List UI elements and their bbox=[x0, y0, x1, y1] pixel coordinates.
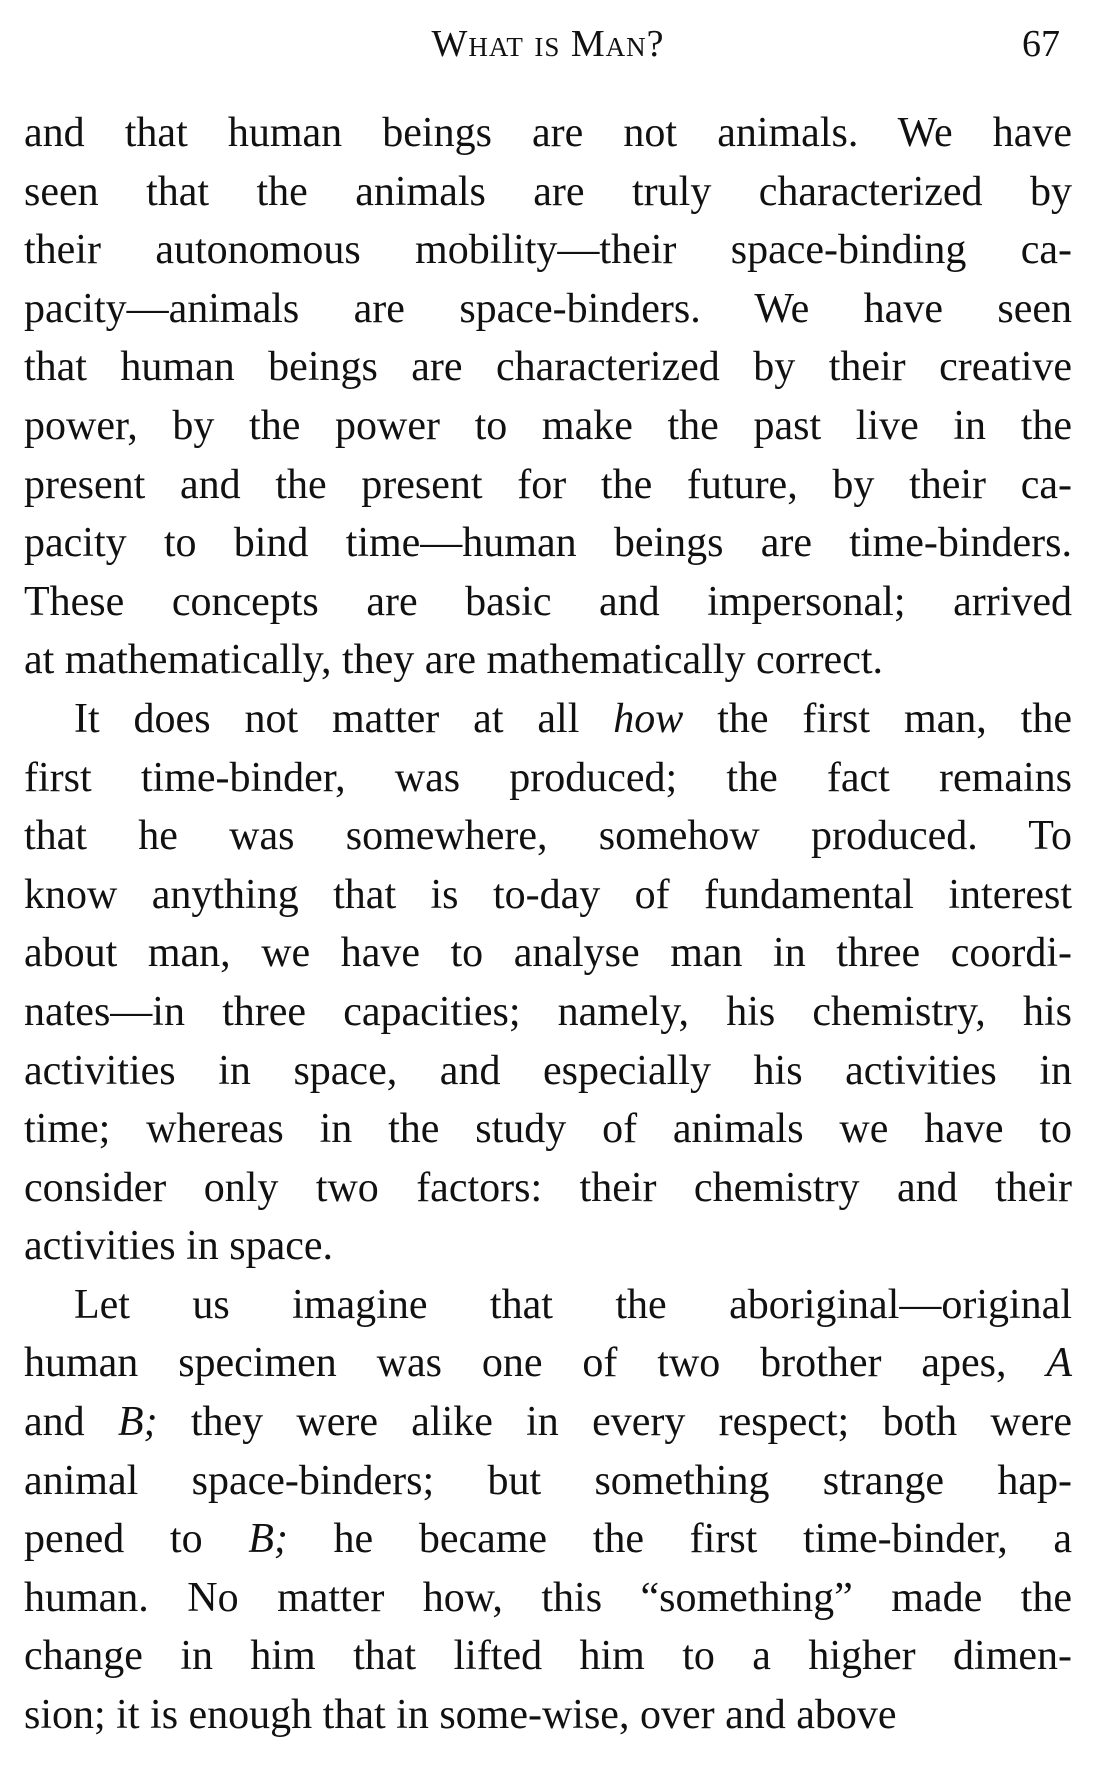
text-line: power, by the power to make the past live in the bbox=[24, 402, 1072, 449]
text-line: and that human beings are not animals. We have bbox=[24, 110, 1072, 156]
text-line: and B; they were alike in every respect; both were bbox=[24, 1399, 1072, 1446]
running-title: What is Man? bbox=[431, 23, 665, 65]
page-number: 67 bbox=[1022, 23, 1060, 65]
text-line: pacity—animals are space-binders. We have seen bbox=[24, 285, 1072, 332]
text-line: sion; it is enough that in some-wise, over and above bbox=[24, 1692, 897, 1739]
text-line: time; whereas in the study of animals we have to bbox=[24, 1106, 1072, 1153]
text-line: know anything that is to-day of fundamental interest bbox=[24, 871, 1072, 918]
paragraph bbox=[24, 1276, 1072, 1745]
text-line: Let us imagine that the aboriginal—original bbox=[74, 1281, 1072, 1328]
text-line: change in him that lifted him to a higher dimen- bbox=[24, 1633, 1072, 1680]
text-line: present and the present for the future, by their ca- bbox=[24, 461, 1072, 508]
text-line: about man, we have to analyse man in three coordi- bbox=[24, 930, 1072, 977]
text-line: that he was somewhere, somehow produced. To bbox=[24, 813, 1072, 860]
text-line: at mathematically, they are mathematically correct. bbox=[24, 637, 884, 684]
text-line: It does not matter at all how the first man, the bbox=[74, 695, 1072, 742]
text-line: seen that the animals are truly characterized by bbox=[24, 168, 1072, 215]
body-text bbox=[24, 104, 1072, 1745]
text-line: human. No matter how, this “something” made the bbox=[24, 1574, 1072, 1621]
text-line: their autonomous mobility—their space-binding ca- bbox=[24, 227, 1072, 274]
paragraph bbox=[24, 104, 1072, 690]
text-line: activities in space. bbox=[24, 1223, 334, 1270]
text-line: consider only two factors: their chemistry and their bbox=[24, 1164, 1072, 1211]
running-head bbox=[24, 14, 1072, 74]
text-line: activities in space, and especially his activities in bbox=[24, 1047, 1072, 1094]
text-line: animal space-binders; but something strange hap- bbox=[24, 1457, 1072, 1504]
text-line: human specimen was one of two brother apes, A bbox=[24, 1340, 1072, 1387]
text-line: first time-binder, was produced; the fact remains bbox=[24, 754, 1072, 801]
text-line: that human beings are characterized by their creative bbox=[24, 344, 1072, 391]
text-line: nates—in three capacities; namely, his chemistry, his bbox=[24, 988, 1072, 1035]
text-line: These concepts are basic and impersonal; arrived bbox=[24, 578, 1072, 625]
paragraph bbox=[24, 690, 1072, 1276]
text-line: pened to B; he became the first time-binder, a bbox=[24, 1516, 1073, 1563]
text-line: pacity to bind time—human beings are time-binders. bbox=[24, 520, 1072, 567]
